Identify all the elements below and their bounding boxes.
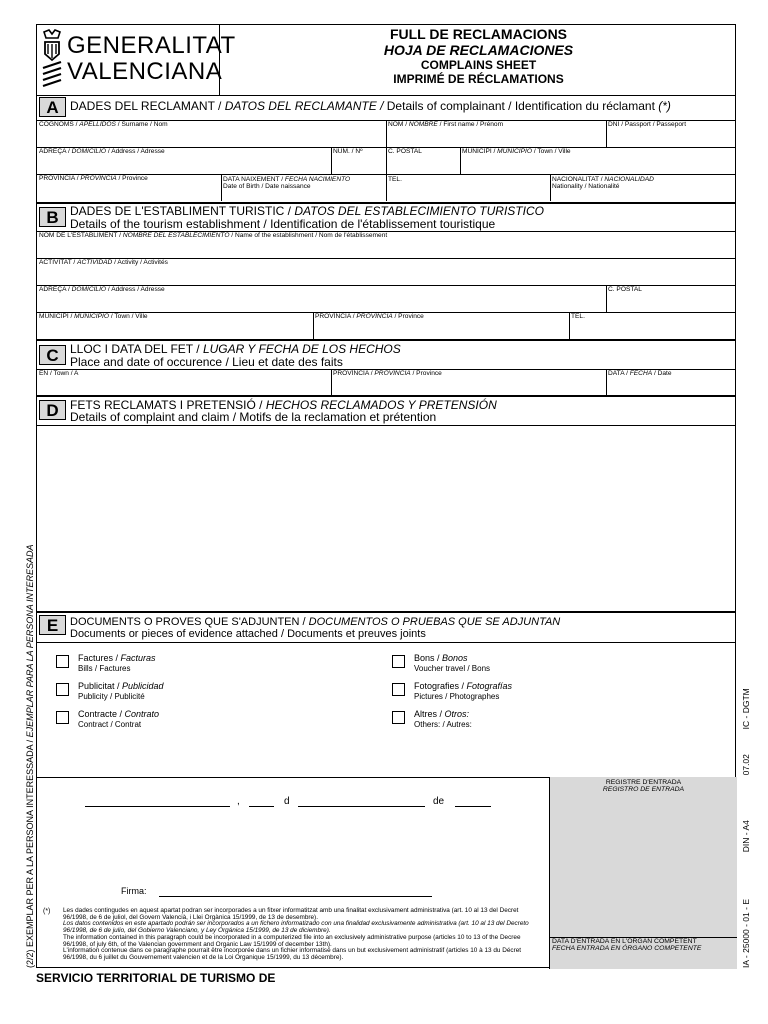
label-surname: COGNOMS / APELLIDOS / Surname / Nom: [39, 121, 168, 128]
option-others: Altres / Otros: Others: / Autres:: [414, 709, 472, 729]
section-e-heading: DOCUMENTS O PROVES QUE S'ADJUNTEN / DOCUMENTOS O PRUEBAS QUE SE ADJUNTAN: [70, 616, 561, 628]
label-nationality: NACIONALITAT / NACIONALIDAD Nationality / Nationalité: [552, 176, 654, 190]
label-first-name: NOM / NOMBRE / First name / Prénom: [388, 121, 504, 128]
entry-date-label-es: FECHA ENTRADA EN ÓRGANO COMPETENTE: [552, 945, 702, 952]
section-d-letter: D: [39, 400, 66, 420]
checkbox-contract[interactable]: [56, 711, 69, 724]
option-contract: Contracte / Contrato Contract / Contrat: [78, 709, 160, 729]
registry-label: REGISTRE D'ENTRADA: [605, 779, 682, 786]
section-d-subheading: Details of complaint and claim / Motifs de la reclamation et prétention: [70, 410, 437, 424]
generalitat-logo: [41, 28, 236, 90]
year-line[interactable]: [455, 806, 491, 807]
section-e-letter: E: [39, 615, 66, 635]
section-e-subheading: Documents or pieces of evidence attached / Documents et preuves joints: [70, 628, 426, 640]
complaint-details-area[interactable]: [37, 426, 735, 611]
month-line[interactable]: [298, 806, 425, 807]
signature-label: Firma:: [121, 886, 147, 896]
option-bills: Factures / Facturas Bills / Factures: [78, 653, 156, 673]
day-line[interactable]: [249, 806, 274, 807]
side-vertical-text: (2/2) EXEMPLAR PER A LA PERSONA INTERESSADA / EJEMPLAR PARA LA PERSONA INTERESADA: [25, 544, 35, 968]
checkbox-vouchers[interactable]: [392, 655, 405, 668]
label-activity: ACTIVITAT / ACTIVIDAD / Activity / Activités: [39, 259, 168, 266]
label-establishment: NOM DE L'ESTABLIMENT / NOMBRE DEL ESTABLECIMIENTO / Name of the establishment / Nom de l'établissement: [39, 232, 388, 239]
checkbox-publicity[interactable]: [56, 683, 69, 696]
coat-of-arms-icon: [41, 28, 63, 88]
complaint-form: [36, 24, 736, 968]
label-province-b: PROVÍNCIA / PROVINCIA / Province: [315, 313, 424, 320]
place-line[interactable]: [85, 806, 230, 807]
section-b-subheading: Details of the tourism establishment / Identification de l'établissement touristique: [70, 217, 496, 231]
label-postcode-b: C. POSTAL: [608, 286, 642, 293]
entry-date-label: DATA D'ENTRADA EN L'ÒRGAN COMPETENT: [552, 938, 697, 945]
option-vouchers: Bons / Bonos Voucher travel / Bons: [414, 653, 491, 673]
section-b-letter: B: [39, 207, 66, 227]
checkbox-others[interactable]: [392, 711, 405, 724]
option-pictures: Fotografies / Fotografías Pictures / Photographes: [414, 681, 513, 701]
label-address-b: ADREÇA / DOMICILIO / Address / Adresse: [39, 286, 165, 293]
comma: ,: [237, 796, 240, 807]
section-c-subheading: Place and date of occurence / Lieu et date des faits: [70, 355, 343, 369]
label-de: de: [433, 796, 445, 807]
registry-box: [549, 777, 737, 969]
option-publicity: Publicitat / Publicidad Publicity / Publicité: [78, 681, 164, 701]
footnote-mark: (*): [43, 908, 51, 915]
label-d: d: [284, 796, 290, 807]
label-tel-b: TEL.: [571, 313, 585, 320]
footer-service: SERVICIO TERRITORIAL DE TURISMO DE: [36, 971, 276, 985]
label-province-c: PROVÍNCIA / PROVINCIA / Province: [333, 370, 442, 377]
section-c-letter: C: [39, 345, 66, 365]
section-d-heading: FETS RECLAMATS I PRETENSIÓ / HECHOS RECLAMADOS Y PRETENSIÓN: [70, 398, 497, 412]
section-a-heading: DADES DEL RECLAMANT / DATOS DEL RECLAMANTE / Details of complainant / Identification du réclamant (*): [70, 99, 671, 113]
label-town-b: MUNICIPI / MUNICIPIO / Town / Ville: [39, 313, 148, 320]
label-place: EN / Town / A: [39, 370, 79, 377]
logo-line2: VALENCIANA: [67, 58, 223, 85]
form-code-vertical: IA - 25000 - 01 - E DIN - A4 07.02 IC - DGTM: [741, 688, 751, 968]
logo-line1: GENERALITAT: [67, 32, 236, 59]
section-c-heading: LLOC I DATA DEL FET / LUGAR Y FECHA DE LOS HECHOS: [70, 342, 401, 356]
label-date-c: DATA / FECHA / Date: [608, 370, 672, 377]
label-town-a: MUNICIPI / MUNICIPIO / Town / Ville: [462, 148, 571, 155]
label-province-a: PROVÍNCIA / PROVINCIA / Province: [39, 175, 148, 182]
label-tel-a: TEL.: [388, 176, 402, 183]
section-b-heading: DADES DE L'ESTABLIMENT TURISTIC / DATOS DEL ESTABLECIMIENTO TURISTICO: [70, 204, 544, 218]
form-title: FULL DE RECLAMACIONS HOJA DE RECLAMACIONES COMPLAINS SHEET IMPRIMÉ DE RÉCLAMATIONS: [383, 26, 574, 86]
label-postcode-a: C. POSTAL: [388, 148, 422, 155]
registry-label-es: REGISTRO DE ENTRADA: [602, 786, 685, 793]
signature-line[interactable]: [159, 896, 432, 897]
label-birth-date: DATA NAIXEMENT / FECHA NACIMIENTO Date of Birth / Date naissance: [223, 176, 351, 190]
checkbox-pictures[interactable]: [392, 683, 405, 696]
label-number: NÚM. / Nº: [333, 148, 363, 155]
section-a-letter: A: [39, 97, 66, 117]
label-address-a: ADREÇA / DOMICILIO / Address / Adresse: [39, 148, 165, 155]
label-dni: DNI / Passport / Passeport: [608, 121, 687, 128]
footnote-text: Les dades contingudes en aquest apartat podran ser incorporades a un fitxer informatitzat amb una finalitat exclusivament administrativa (art. 10 al 13 del Decret 96/1998, de 6 de juliol, del Govern Valencià, i Llei Orgànica 15/1999, de 13 de desembre). Los datos contenidos en este apartado podrán ser incorporados a un fichero informatizado con una finalidad exclusivamente administrativa (art. 10 al 13 del Decreto 96/1998, de 6 de julio, del Gobierno Valenciano, y Ley Orgánica 15/1999, de 13 de diciembre). The information contained in this paragraph could be incorporated in a computerized file into an exclusively administrative purpose (articles 10 to 13 of the Decree 96/1998, of july 6th, of the Valencian government and Organic Law 15/1999 of december 13th). L'information contenue dans ce paragraphe pourrait être incorporée dans un fichier informatisé dans un but exclusivement administratif (articles 10 à 13 du Décret 96/1998, du 6 juillet du Gouvernement valencien et de la Loi Organique 15/1999, du 13 décembre).: [63, 907, 529, 961]
checkbox-bills[interactable]: [56, 655, 69, 668]
